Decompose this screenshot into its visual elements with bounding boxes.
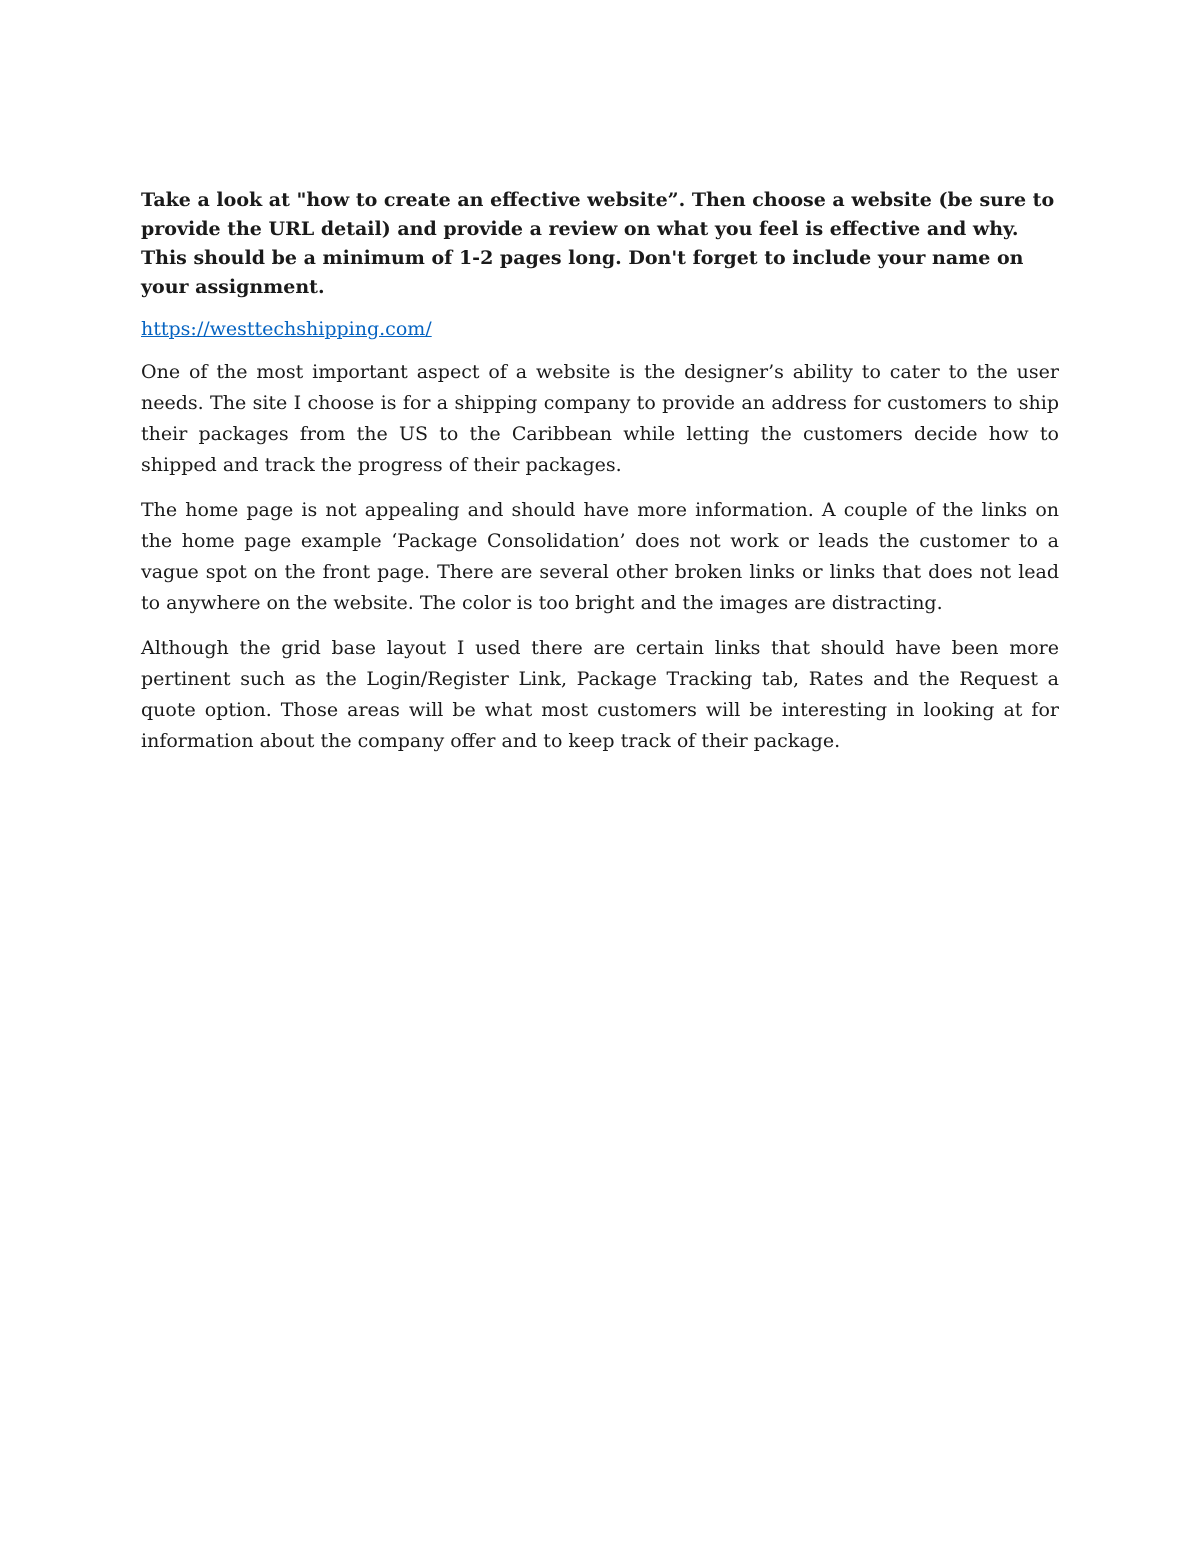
paragraph-user-needs: One of the most important aspect of a website is the designer’s ability to cater to the user needs. The site I choose is for a shipping company to provide an address for customers to ship their packages from the US to the Caribbean while letting the customers decide how to shipped and track the progress of their packages. <box>141 361 1059 476</box>
document-body <box>141 186 1059 771</box>
assignment-prompt: Take a look at "how to create an effective website”. Then choose a website (be sure to provide the URL detail) and provide a review on what you feel is effective and why. This should be a minimum of 1-2 pages long. Don't forget to include your name on your assignment. <box>141 189 1055 298</box>
website-url-link[interactable]: https://westtechshipping.com/ <box>141 318 432 340</box>
paragraph-layout: Although the grid base layout I used there are certain links that should have been more pertinent such as the Login/Register Link, Package Tracking tab, Rates and the Request a quote option. Those areas will be what most customers will be interesting in looking at for information about the company offer and to keep track of their package. <box>141 637 1059 752</box>
paragraph-home-page: The home page is not appealing and should have more information. A couple of the links on the home page example ‘Package Consolidation’ does not work or leads the customer to a vague spot on the front page. There are several other broken links or links that does not lead to anywhere on the website. The color is too bright and the images are distracting. <box>141 499 1059 614</box>
